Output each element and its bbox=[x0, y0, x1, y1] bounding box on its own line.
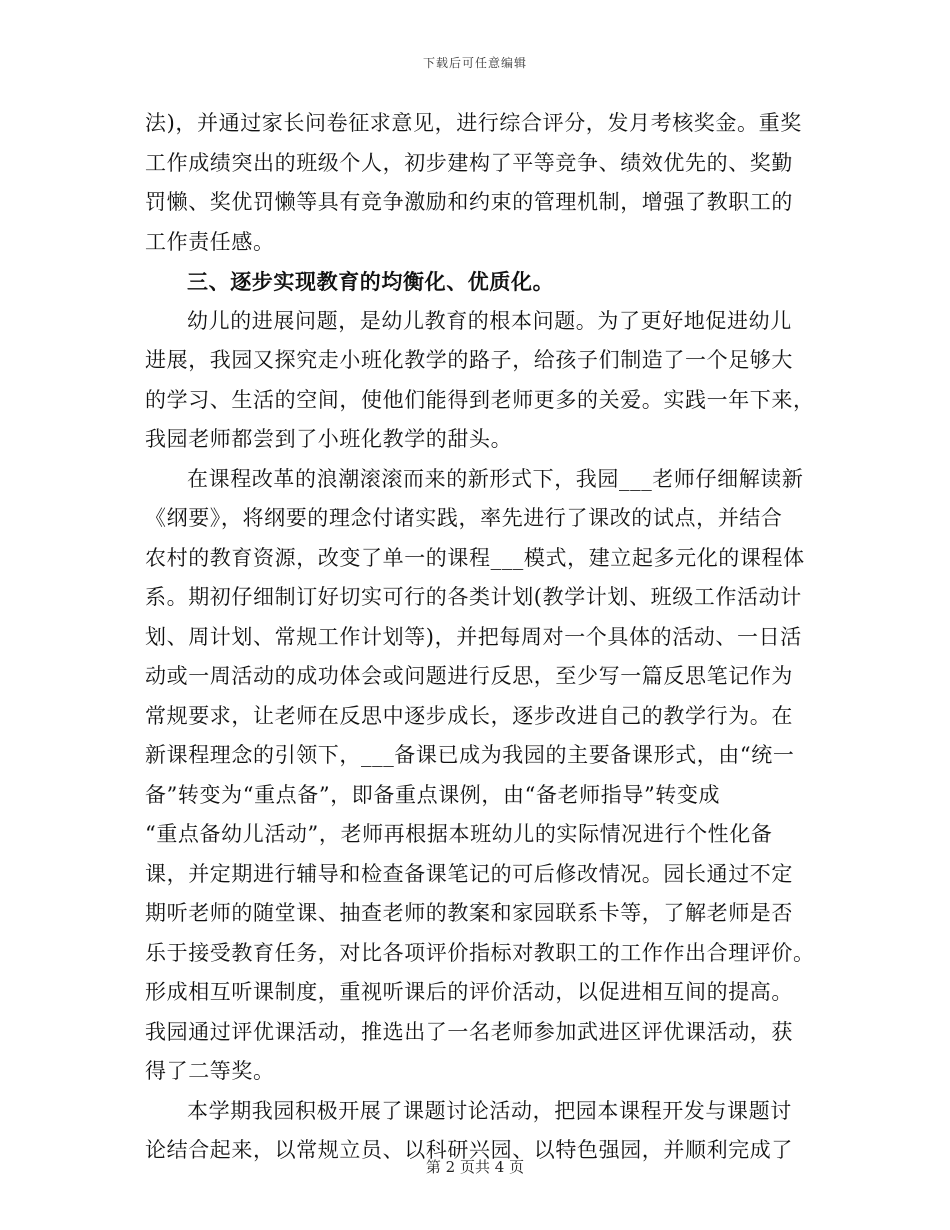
text-line: 常规要求，让老师在反思中逐步成长，逐步改进自己的教学行为。在 bbox=[145, 703, 793, 728]
text-line: 动或一周活动的成功体会或问题进行反思，至少写一篇反思笔记作为 bbox=[145, 664, 793, 688]
text-line: 得了二等奖。 bbox=[145, 1059, 275, 1083]
text-line: 划、周计划、常规工作计划等)，并把每周对一个具体的活动、一日活 bbox=[145, 624, 802, 649]
text-line: 在课程改革的浪潮滚滚而来的新形式下，我园___老师仔细解读新 bbox=[187, 466, 804, 491]
text-line: 我园通过评优课活动，推选出了一名老师参加武进区评优课活动，获 bbox=[145, 1019, 793, 1044]
text-line: 幼儿的进展问题，是幼儿教育的根本问题。为了更好地促进幼儿 bbox=[187, 308, 792, 333]
text-line: 论结合起来，以常规立员、以科研兴园、以特色强园，并顺利完成了 bbox=[145, 1138, 793, 1162]
text-line: 进展，我园又探究走小班化教学的路子，给孩子们制造了一个足够大 bbox=[145, 348, 793, 372]
text-line: 新课程理念的引领下，___备课已成为我园的主要备课形式，由“统一 bbox=[145, 743, 795, 767]
text-line: 《纲要》，将纲要的理念付诸实践，率先进行了课改的试点，并结合 bbox=[145, 506, 783, 530]
text-line: 课，并定期进行辅导和检查备课笔记的可后修改情况。园长通过不定 bbox=[145, 861, 793, 886]
text-line: 的学习、生活的空间，使他们能得到老师更多的关爱。实践一年下来， bbox=[145, 387, 815, 412]
text-line: 农村的教育资源，改变了单一的课程___模式，建立起多元化的课程体 bbox=[145, 545, 805, 570]
text-line: 工作成绩突出的班级个人，初步建构了平等竞争、绩效优先的、奖勤 bbox=[145, 150, 793, 175]
text-line: 乐于接受教育任务，对比各项评价指标对教职工的工作作出合理评价。 bbox=[145, 940, 815, 965]
text-line: “重点备幼儿活动”，老师再根据本班幼儿的实际情况进行个性化备 bbox=[145, 822, 773, 846]
text-line: 罚懒、奖优罚懒等具有竞争激励和约束的管理机制，增强了教职工的 bbox=[145, 190, 793, 214]
document-body bbox=[145, 104, 815, 1171]
text-line: 工作责任感。 bbox=[145, 229, 275, 254]
text-line: 形成相互听课制度，重视听课后的评价活动，以促进相互间的提高。 bbox=[145, 980, 793, 1004]
page-footer: 第 2 页共 4 页 bbox=[425, 1158, 525, 1176]
section-heading: 三、逐步实现教育的均衡化、优质化。 bbox=[187, 269, 555, 294]
text-line: 我园老师都尝到了小班化教学的甜头。 bbox=[145, 427, 513, 451]
text-line: 法)，并通过家长问卷征求意见，进行综合评分，发月考核奖金。重奖 bbox=[145, 111, 802, 135]
text-line: 系。期初仔细制订好切实可行的各类计划(教学计划、班级工作活动计 bbox=[145, 585, 802, 609]
text-line: 备”转变为“重点备”，即备重点课例，由“备老师指导”转变成 bbox=[145, 782, 721, 807]
text-line: 期听老师的随堂课、抽查老师的教案和家园联系卡等，了解老师是否 bbox=[145, 901, 793, 925]
text-line: 本学期我园积极开展了课题讨论活动，把园本课程开发与课题讨 bbox=[187, 1098, 792, 1123]
page-header: 下载后可任意编辑 bbox=[422, 56, 527, 70]
